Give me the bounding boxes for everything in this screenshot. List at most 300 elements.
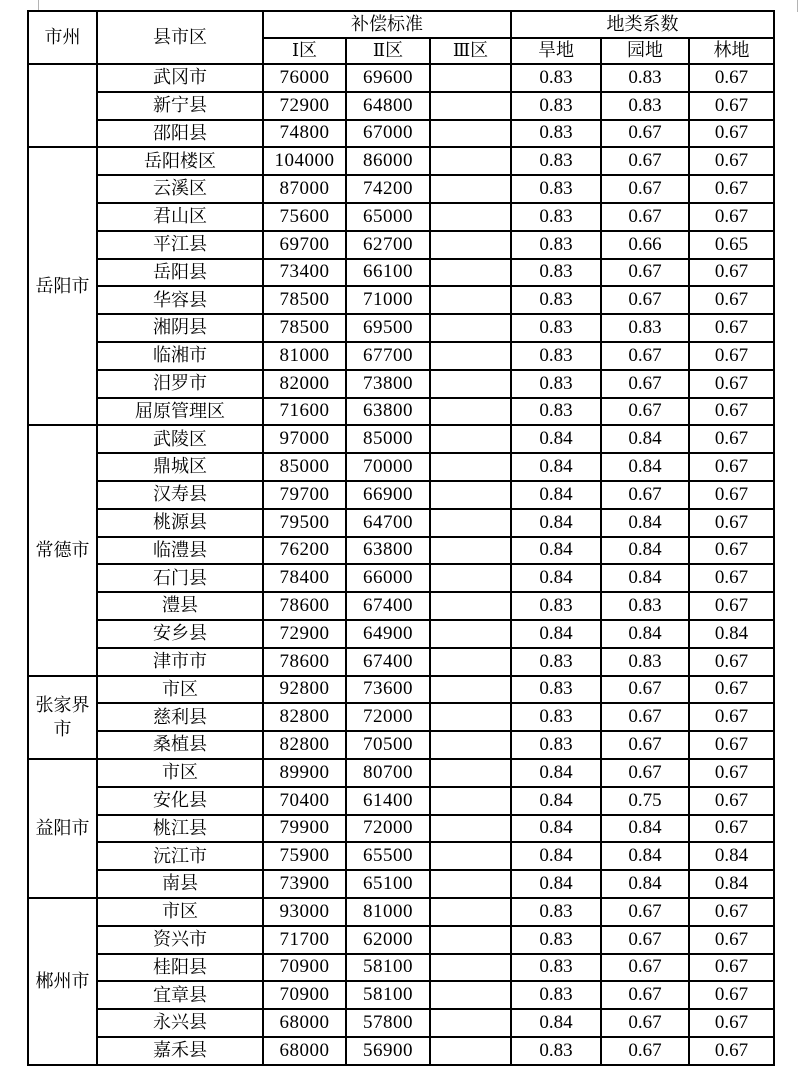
garden-coef: 0.67 bbox=[601, 1037, 689, 1065]
table-row bbox=[28, 954, 774, 982]
table-row bbox=[28, 203, 774, 231]
forest-coef: 0.67 bbox=[689, 425, 774, 453]
table-body bbox=[28, 64, 774, 1065]
zone2-value: 85000 bbox=[346, 425, 430, 453]
zone3-value bbox=[430, 481, 511, 509]
dryland-coef: 0.83 bbox=[511, 231, 601, 259]
zone3-value bbox=[430, 648, 511, 676]
forest-coef: 0.67 bbox=[689, 648, 774, 676]
zone3-value bbox=[430, 64, 511, 92]
zone1-value: 68000 bbox=[263, 1009, 346, 1037]
table-row bbox=[28, 398, 774, 426]
forest-coef: 0.67 bbox=[689, 481, 774, 509]
zone2-value: 61400 bbox=[346, 787, 430, 815]
county-cell: 桃源县 bbox=[97, 509, 263, 537]
zone1-value: 92800 bbox=[263, 676, 346, 704]
garden-coef: 0.67 bbox=[601, 954, 689, 982]
garden-coef: 0.67 bbox=[601, 703, 689, 731]
zone1-value: 97000 bbox=[263, 425, 346, 453]
dryland-coef: 0.83 bbox=[511, 926, 601, 954]
zone1-value: 82800 bbox=[263, 703, 346, 731]
county-cell: 宜章县 bbox=[97, 981, 263, 1009]
city-cell bbox=[28, 64, 97, 147]
table-row bbox=[28, 64, 774, 92]
garden-coef: 0.83 bbox=[601, 592, 689, 620]
zone1-value: 78600 bbox=[263, 648, 346, 676]
zone3-value bbox=[430, 509, 511, 537]
table-row bbox=[28, 592, 774, 620]
forest-coef: 0.84 bbox=[689, 842, 774, 870]
zone1-value: 87000 bbox=[263, 175, 346, 203]
table-row bbox=[28, 759, 774, 787]
dryland-coef: 0.84 bbox=[511, 815, 601, 843]
zone1-value: 75900 bbox=[263, 842, 346, 870]
dryland-coef: 0.83 bbox=[511, 398, 601, 426]
garden-coef: 0.67 bbox=[601, 731, 689, 759]
forest-coef: 0.67 bbox=[689, 1037, 774, 1065]
zone2-value: 65000 bbox=[346, 203, 430, 231]
zone2-value: 72000 bbox=[346, 815, 430, 843]
garden-coef: 0.84 bbox=[601, 509, 689, 537]
garden-coef: 0.67 bbox=[601, 398, 689, 426]
header-coefficient-group: 地类系数 bbox=[511, 11, 774, 38]
zone2-value: 67400 bbox=[346, 648, 430, 676]
dryland-coef: 0.83 bbox=[511, 259, 601, 287]
garden-coef: 0.83 bbox=[601, 92, 689, 120]
zone2-value: 70500 bbox=[346, 731, 430, 759]
county-cell: 屈原管理区 bbox=[97, 398, 263, 426]
garden-coef: 0.67 bbox=[601, 120, 689, 148]
zone1-value: 104000 bbox=[263, 147, 346, 175]
forest-coef: 0.67 bbox=[689, 203, 774, 231]
zone2-value: 73800 bbox=[346, 370, 430, 398]
zone3-value bbox=[430, 175, 511, 203]
zone2-value: 58100 bbox=[346, 981, 430, 1009]
garden-coef: 0.84 bbox=[601, 620, 689, 648]
zone2-value: 67400 bbox=[346, 592, 430, 620]
header-zone1: Ⅰ区 bbox=[263, 38, 346, 64]
zone3-value bbox=[430, 703, 511, 731]
garden-coef: 0.67 bbox=[601, 1009, 689, 1037]
city-cell: 益阳市 bbox=[28, 759, 97, 898]
zone1-value: 71700 bbox=[263, 926, 346, 954]
county-cell: 汉寿县 bbox=[97, 481, 263, 509]
forest-coef: 0.67 bbox=[689, 703, 774, 731]
zone3-value bbox=[430, 898, 511, 926]
forest-coef: 0.67 bbox=[689, 342, 774, 370]
zone1-value: 82800 bbox=[263, 731, 346, 759]
dryland-coef: 0.83 bbox=[511, 120, 601, 148]
forest-coef: 0.67 bbox=[689, 1009, 774, 1037]
zone3-value bbox=[430, 231, 511, 259]
forest-coef: 0.67 bbox=[689, 981, 774, 1009]
zone2-value: 63800 bbox=[346, 398, 430, 426]
forest-coef: 0.84 bbox=[689, 870, 774, 898]
county-cell: 永兴县 bbox=[97, 1009, 263, 1037]
zone1-value: 72900 bbox=[263, 92, 346, 120]
zone1-value: 78500 bbox=[263, 314, 346, 342]
city-cell: 张家界市 bbox=[28, 676, 97, 759]
zone1-value: 70400 bbox=[263, 787, 346, 815]
table-row bbox=[28, 676, 774, 704]
garden-coef: 0.67 bbox=[601, 981, 689, 1009]
forest-coef: 0.67 bbox=[689, 120, 774, 148]
forest-coef: 0.67 bbox=[689, 815, 774, 843]
forest-coef: 0.67 bbox=[689, 537, 774, 565]
county-cell: 平江县 bbox=[97, 231, 263, 259]
county-cell: 桂阳县 bbox=[97, 954, 263, 982]
table-row bbox=[28, 1009, 774, 1037]
header-garden: 园地 bbox=[601, 38, 689, 64]
dryland-coef: 0.84 bbox=[511, 509, 601, 537]
dryland-coef: 0.83 bbox=[511, 898, 601, 926]
zone1-value: 75600 bbox=[263, 203, 346, 231]
table-row bbox=[28, 92, 774, 120]
zone2-value: 67700 bbox=[346, 342, 430, 370]
zone1-value: 72900 bbox=[263, 620, 346, 648]
county-cell: 汨罗市 bbox=[97, 370, 263, 398]
forest-coef: 0.84 bbox=[689, 620, 774, 648]
table-row bbox=[28, 481, 774, 509]
dryland-coef: 0.83 bbox=[511, 64, 601, 92]
zone1-value: 85000 bbox=[263, 453, 346, 481]
zone2-value: 74200 bbox=[346, 175, 430, 203]
county-cell: 澧县 bbox=[97, 592, 263, 620]
table-row bbox=[28, 259, 774, 287]
zone3-value bbox=[430, 342, 511, 370]
header-compensation-group: 补偿标准 bbox=[263, 11, 511, 38]
garden-coef: 0.67 bbox=[601, 481, 689, 509]
zone1-value: 70900 bbox=[263, 981, 346, 1009]
zone2-value: 64700 bbox=[346, 509, 430, 537]
zone1-value: 76200 bbox=[263, 537, 346, 565]
zone3-value bbox=[430, 926, 511, 954]
zone1-value: 69700 bbox=[263, 231, 346, 259]
table-row bbox=[28, 842, 774, 870]
garden-coef: 0.67 bbox=[601, 175, 689, 203]
zone2-value: 66000 bbox=[346, 564, 430, 592]
table-row bbox=[28, 1037, 774, 1065]
header-row-1 bbox=[28, 11, 774, 38]
county-cell: 武陵区 bbox=[97, 425, 263, 453]
zone3-value bbox=[430, 425, 511, 453]
zone3-value bbox=[430, 842, 511, 870]
garden-coef: 0.83 bbox=[601, 64, 689, 92]
city-cell: 岳阳市 bbox=[28, 147, 97, 425]
zone1-value: 78600 bbox=[263, 592, 346, 620]
zone1-value: 68000 bbox=[263, 1037, 346, 1065]
table-row bbox=[28, 175, 774, 203]
zone1-value: 79700 bbox=[263, 481, 346, 509]
county-cell: 石门县 bbox=[97, 564, 263, 592]
zone2-value: 65500 bbox=[346, 842, 430, 870]
dryland-coef: 0.83 bbox=[511, 648, 601, 676]
dryland-coef: 0.83 bbox=[511, 286, 601, 314]
zone2-value: 66900 bbox=[346, 481, 430, 509]
forest-coef: 0.67 bbox=[689, 259, 774, 287]
zone3-value bbox=[430, 286, 511, 314]
page-edge-artifact-right bbox=[797, 0, 798, 12]
zone2-value: 73600 bbox=[346, 676, 430, 704]
county-cell: 桃江县 bbox=[97, 815, 263, 843]
zone3-value bbox=[430, 259, 511, 287]
county-cell: 资兴市 bbox=[97, 926, 263, 954]
forest-coef: 0.65 bbox=[689, 231, 774, 259]
county-cell: 慈利县 bbox=[97, 703, 263, 731]
zone3-value bbox=[430, 759, 511, 787]
dryland-coef: 0.83 bbox=[511, 1037, 601, 1065]
forest-coef: 0.67 bbox=[689, 898, 774, 926]
zone2-value: 57800 bbox=[346, 1009, 430, 1037]
zone3-value bbox=[430, 147, 511, 175]
zone1-value: 79900 bbox=[263, 815, 346, 843]
dryland-coef: 0.84 bbox=[511, 1009, 601, 1037]
forest-coef: 0.67 bbox=[689, 509, 774, 537]
table-row bbox=[28, 231, 774, 259]
table-row bbox=[28, 425, 774, 453]
table-row bbox=[28, 787, 774, 815]
dryland-coef: 0.83 bbox=[511, 342, 601, 370]
county-cell: 安乡县 bbox=[97, 620, 263, 648]
zone3-value bbox=[430, 1037, 511, 1065]
county-cell: 岳阳县 bbox=[97, 259, 263, 287]
table-row bbox=[28, 564, 774, 592]
county-cell: 市区 bbox=[97, 676, 263, 704]
zone1-value: 74800 bbox=[263, 120, 346, 148]
county-cell: 临湘市 bbox=[97, 342, 263, 370]
county-cell: 鼎城区 bbox=[97, 453, 263, 481]
dryland-coef: 0.83 bbox=[511, 147, 601, 175]
forest-coef: 0.67 bbox=[689, 286, 774, 314]
garden-coef: 0.84 bbox=[601, 425, 689, 453]
garden-coef: 0.67 bbox=[601, 759, 689, 787]
forest-coef: 0.67 bbox=[689, 398, 774, 426]
header-dryland: 旱地 bbox=[511, 38, 601, 64]
zone2-value: 70000 bbox=[346, 453, 430, 481]
county-cell: 岳阳楼区 bbox=[97, 147, 263, 175]
table-row bbox=[28, 898, 774, 926]
zone3-value bbox=[430, 120, 511, 148]
zone1-value: 81000 bbox=[263, 342, 346, 370]
forest-coef: 0.67 bbox=[689, 954, 774, 982]
garden-coef: 0.67 bbox=[601, 342, 689, 370]
zone2-value: 64800 bbox=[346, 92, 430, 120]
zone2-value: 86000 bbox=[346, 147, 430, 175]
county-cell: 邵阳县 bbox=[97, 120, 263, 148]
table-row bbox=[28, 286, 774, 314]
garden-coef: 0.67 bbox=[601, 147, 689, 175]
zone3-value bbox=[430, 954, 511, 982]
zone2-value: 72000 bbox=[346, 703, 430, 731]
zone2-value: 81000 bbox=[346, 898, 430, 926]
table-row bbox=[28, 342, 774, 370]
table-row bbox=[28, 453, 774, 481]
zone1-value: 82000 bbox=[263, 370, 346, 398]
zone2-value: 62700 bbox=[346, 231, 430, 259]
zone1-value: 73400 bbox=[263, 259, 346, 287]
garden-coef: 0.67 bbox=[601, 203, 689, 231]
dryland-coef: 0.83 bbox=[511, 370, 601, 398]
forest-coef: 0.67 bbox=[689, 926, 774, 954]
table-row bbox=[28, 648, 774, 676]
table-row bbox=[28, 537, 774, 565]
county-cell: 华容县 bbox=[97, 286, 263, 314]
table-row bbox=[28, 703, 774, 731]
zone1-value: 73900 bbox=[263, 870, 346, 898]
dryland-coef: 0.84 bbox=[511, 759, 601, 787]
county-cell: 君山区 bbox=[97, 203, 263, 231]
table-row bbox=[28, 370, 774, 398]
county-cell: 南县 bbox=[97, 870, 263, 898]
zone2-value: 80700 bbox=[346, 759, 430, 787]
forest-coef: 0.67 bbox=[689, 731, 774, 759]
garden-coef: 0.84 bbox=[601, 564, 689, 592]
dryland-coef: 0.84 bbox=[511, 620, 601, 648]
dryland-coef: 0.84 bbox=[511, 564, 601, 592]
zone3-value bbox=[430, 92, 511, 120]
city-cell: 常德市 bbox=[28, 425, 97, 675]
zone2-value: 64900 bbox=[346, 620, 430, 648]
table-row bbox=[28, 981, 774, 1009]
garden-coef: 0.75 bbox=[601, 787, 689, 815]
zone3-value bbox=[430, 453, 511, 481]
header-zone2: Ⅱ区 bbox=[346, 38, 430, 64]
dryland-coef: 0.84 bbox=[511, 425, 601, 453]
zone3-value bbox=[430, 564, 511, 592]
table-row bbox=[28, 870, 774, 898]
zone3-value bbox=[430, 731, 511, 759]
zone2-value: 69500 bbox=[346, 314, 430, 342]
dryland-coef: 0.83 bbox=[511, 954, 601, 982]
garden-coef: 0.84 bbox=[601, 537, 689, 565]
zone2-value: 66100 bbox=[346, 259, 430, 287]
table-row bbox=[28, 120, 774, 148]
forest-coef: 0.67 bbox=[689, 564, 774, 592]
garden-coef: 0.84 bbox=[601, 815, 689, 843]
garden-coef: 0.67 bbox=[601, 676, 689, 704]
zone2-value: 67000 bbox=[346, 120, 430, 148]
county-cell: 湘阴县 bbox=[97, 314, 263, 342]
garden-coef: 0.67 bbox=[601, 286, 689, 314]
zone3-value bbox=[430, 398, 511, 426]
zone3-value bbox=[430, 981, 511, 1009]
forest-coef: 0.67 bbox=[689, 453, 774, 481]
forest-coef: 0.67 bbox=[689, 787, 774, 815]
garden-coef: 0.84 bbox=[601, 453, 689, 481]
zone1-value: 89900 bbox=[263, 759, 346, 787]
forest-coef: 0.67 bbox=[689, 676, 774, 704]
zone3-value bbox=[430, 314, 511, 342]
table-header bbox=[28, 11, 774, 64]
zone2-value: 63800 bbox=[346, 537, 430, 565]
header-county: 县市区 bbox=[97, 11, 263, 64]
garden-coef: 0.67 bbox=[601, 898, 689, 926]
dryland-coef: 0.84 bbox=[511, 787, 601, 815]
garden-coef: 0.84 bbox=[601, 870, 689, 898]
garden-coef: 0.66 bbox=[601, 231, 689, 259]
table-row bbox=[28, 620, 774, 648]
garden-coef: 0.83 bbox=[601, 648, 689, 676]
dryland-coef: 0.84 bbox=[511, 481, 601, 509]
forest-coef: 0.67 bbox=[689, 175, 774, 203]
county-cell: 云溪区 bbox=[97, 175, 263, 203]
zone3-value bbox=[430, 676, 511, 704]
table-row bbox=[28, 731, 774, 759]
zone2-value: 71000 bbox=[346, 286, 430, 314]
dryland-coef: 0.83 bbox=[511, 731, 601, 759]
zone2-value: 65100 bbox=[346, 870, 430, 898]
zone3-value bbox=[430, 620, 511, 648]
dryland-coef: 0.83 bbox=[511, 592, 601, 620]
dryland-coef: 0.84 bbox=[511, 453, 601, 481]
forest-coef: 0.67 bbox=[689, 759, 774, 787]
dryland-coef: 0.83 bbox=[511, 981, 601, 1009]
dryland-coef: 0.83 bbox=[511, 314, 601, 342]
zone3-value bbox=[430, 870, 511, 898]
table-row bbox=[28, 509, 774, 537]
header-zone3: Ⅲ区 bbox=[430, 38, 511, 64]
county-cell: 桑植县 bbox=[97, 731, 263, 759]
forest-coef: 0.67 bbox=[689, 147, 774, 175]
zone3-value bbox=[430, 1009, 511, 1037]
zone3-value bbox=[430, 815, 511, 843]
dryland-coef: 0.83 bbox=[511, 203, 601, 231]
forest-coef: 0.67 bbox=[689, 64, 774, 92]
dryland-coef: 0.84 bbox=[511, 870, 601, 898]
zone3-value bbox=[430, 203, 511, 231]
dryland-coef: 0.83 bbox=[511, 676, 601, 704]
dryland-coef: 0.84 bbox=[511, 537, 601, 565]
county-cell: 嘉禾县 bbox=[97, 1037, 263, 1065]
table-row bbox=[28, 926, 774, 954]
zone2-value: 56900 bbox=[346, 1037, 430, 1065]
zone1-value: 76000 bbox=[263, 64, 346, 92]
garden-coef: 0.67 bbox=[601, 370, 689, 398]
header-city: 市州 bbox=[28, 11, 97, 64]
dryland-coef: 0.83 bbox=[511, 703, 601, 731]
dryland-coef: 0.84 bbox=[511, 842, 601, 870]
county-cell: 武冈市 bbox=[97, 64, 263, 92]
compensation-standard-table bbox=[27, 10, 775, 1066]
county-cell: 津市市 bbox=[97, 648, 263, 676]
zone1-value: 71600 bbox=[263, 398, 346, 426]
county-cell: 新宁县 bbox=[97, 92, 263, 120]
zone2-value: 62000 bbox=[346, 926, 430, 954]
forest-coef: 0.67 bbox=[689, 592, 774, 620]
table-row bbox=[28, 815, 774, 843]
zone1-value: 78400 bbox=[263, 564, 346, 592]
forest-coef: 0.67 bbox=[689, 314, 774, 342]
county-cell: 沅江市 bbox=[97, 842, 263, 870]
garden-coef: 0.67 bbox=[601, 259, 689, 287]
forest-coef: 0.67 bbox=[689, 370, 774, 398]
header-forest: 林地 bbox=[689, 38, 774, 64]
zone1-value: 79500 bbox=[263, 509, 346, 537]
zone2-value: 58100 bbox=[346, 954, 430, 982]
county-cell: 安化县 bbox=[97, 787, 263, 815]
zone3-value bbox=[430, 370, 511, 398]
county-cell: 市区 bbox=[97, 898, 263, 926]
city-cell: 郴州市 bbox=[28, 898, 97, 1065]
garden-coef: 0.84 bbox=[601, 842, 689, 870]
zone1-value: 78500 bbox=[263, 286, 346, 314]
zone2-value: 69600 bbox=[346, 64, 430, 92]
forest-coef: 0.67 bbox=[689, 92, 774, 120]
garden-coef: 0.83 bbox=[601, 314, 689, 342]
dryland-coef: 0.83 bbox=[511, 92, 601, 120]
county-cell: 市区 bbox=[97, 759, 263, 787]
zone3-value bbox=[430, 537, 511, 565]
